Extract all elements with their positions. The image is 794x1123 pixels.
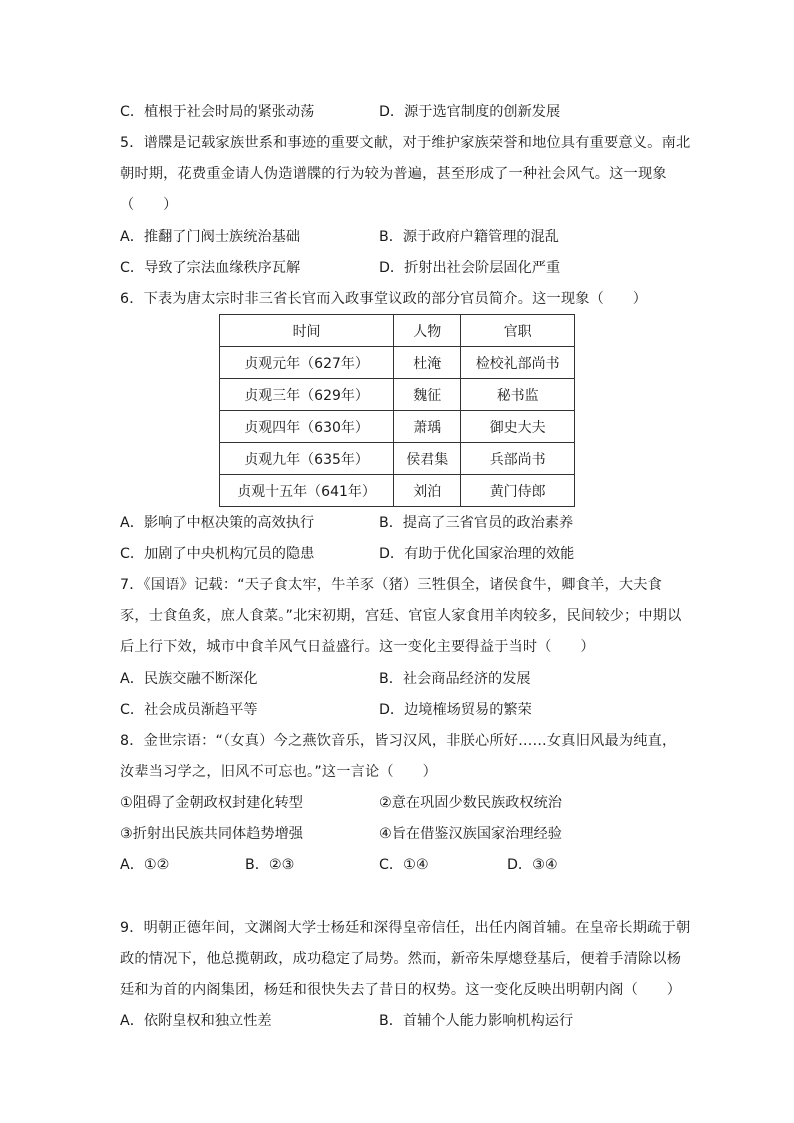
cell-office: 兵部尚书 [461,443,575,475]
q5-option-d: D．折射出社会阶层固化严重 [379,260,561,276]
q9-stem-line1: 9．明朝正德年间，文渊阁大学士杨廷和深得皇帝信任，出任内阁首辅。在皇帝长期疏于朝 [120,920,691,936]
table-row [220,411,575,443]
officials-table [219,314,575,507]
q9-option-a: A．依附皇权和独立性差 [120,1013,272,1029]
q9-option-b: B．首辅个人能力影响机构运行 [379,1013,574,1029]
cell-time: 贞观元年（627年） [220,347,394,379]
q5-option-b: B．源于政府户籍管理的混乱 [379,229,559,245]
q4-option-c: C．植根于社会时局的紧张动荡 [120,104,315,120]
q7-option-a: A．民族交融不断深化 [120,671,258,687]
q6-option-d: D．有助于优化国家治理的效能 [379,546,575,562]
cell-office: 御史大夫 [461,411,575,443]
q7-stem-line3: 后上行下效，城市中食羊风气日益盛行。这一变化主要得益于当时（ ） [120,639,595,655]
q8-option-d: D．③④ [507,857,558,873]
q5-option-c: C．导致了宗法血缘秩序瓦解 [120,260,301,276]
header-office: 官职 [461,315,575,347]
q5-stem-line3: （ ） [120,197,178,213]
cell-person: 侯君集 [394,443,461,475]
table-header-row [220,315,575,347]
q5-stem-line1: 5．谱牒是记载家族世系和事迹的重要文献，对于维护家族荣誉和地位具有重要意义。南北 [120,135,691,151]
q6-option-a: A．影响了中枢决策的高效执行 [120,515,315,531]
q7-option-c: C．社会成员渐趋平等 [120,702,258,718]
q8-stem-line1: 8．金世宗语：“（女真）今之燕饮音乐，皆习汉风，非朕心所好……女真旧风最为纯直， [120,733,677,749]
q8-statement-4: ④旨在借鉴汉族国家治理经验 [379,826,562,842]
cell-time: 贞观十五年（641年） [220,475,394,507]
q8-option-a: A．①② [120,857,170,873]
q9-stem-line3: 廷和为首的内阁集团，杨廷和很快失去了昔日的权势。这一变化反映出明朝内阁（ ） [120,982,682,998]
q8-statement-1: ①阻碍了金朝政权封建化转型 [120,795,303,811]
cell-time: 贞观三年（629年） [220,379,394,411]
q6-option-b: B．提高了三省官员的政治素养 [379,515,574,531]
q5-option-a: A．推翻了门阀士族统治基础 [120,229,300,245]
table-row [220,443,575,475]
q7-stem-line2: 豕，士食鱼炙，庶人食菜。”北宋初期，宫廷、官宦人家食用羊肉较多，民间较少；中期以 [120,608,682,624]
q5-stem-line2: 朝时期，花费重金请人伪造谱牒的行为较为普遍，甚至形成了一种社会风气。这一现象 [120,166,667,182]
q7-stem-line1: 7．《国语》记载：“天子食太牢，牛羊豕（猪）三牲俱全，诸侯食牛，卿食羊，大夫食 [120,577,663,593]
cell-person: 魏征 [394,379,461,411]
q6-option-c: C．加剧了中央机构冗员的隐患 [120,546,315,562]
header-time: 时间 [220,315,394,347]
cell-office: 黄门侍郎 [461,475,575,507]
header-person: 人物 [394,315,461,347]
q8-stem-line2: 汝辈当习学之，旧风不可忘也。”这一言论（ ） [120,764,437,780]
cell-person: 萧瑀 [394,411,461,443]
cell-person: 刘泊 [394,475,461,507]
q6-stem: 6．下表为唐太宗时非三省长官而入政事堂议政的部分官员简介。这一现象（ ） [120,291,648,307]
cell-office: 秘书监 [461,379,575,411]
cell-office: 检校礼部尚书 [461,347,575,379]
q8-option-c: C．①④ [379,857,429,873]
cell-time: 贞观四年（630年） [220,411,394,443]
q4-option-d: D．源于选官制度的创新发展 [379,104,561,120]
q9-stem-line2: 政的情况下，他总揽朝政，成功稳定了局势。然而，新帝朱厚熜登基后，便着手清除以杨 [120,951,682,967]
q7-option-b: B．社会商品经济的发展 [379,671,531,687]
cell-person: 杜淹 [394,347,461,379]
q8-option-b: B．②③ [245,857,295,873]
cell-time: 贞观九年（635年） [220,443,394,475]
table-row [220,379,575,411]
q8-statement-2: ②意在巩固少数民族政权统治 [379,795,562,811]
q8-statement-3: ③折射出民族共同体趋势增强 [120,826,303,842]
table-row [220,347,575,379]
table-row [220,475,575,507]
q7-option-d: D．边境榷场贸易的繁荣 [379,702,532,718]
